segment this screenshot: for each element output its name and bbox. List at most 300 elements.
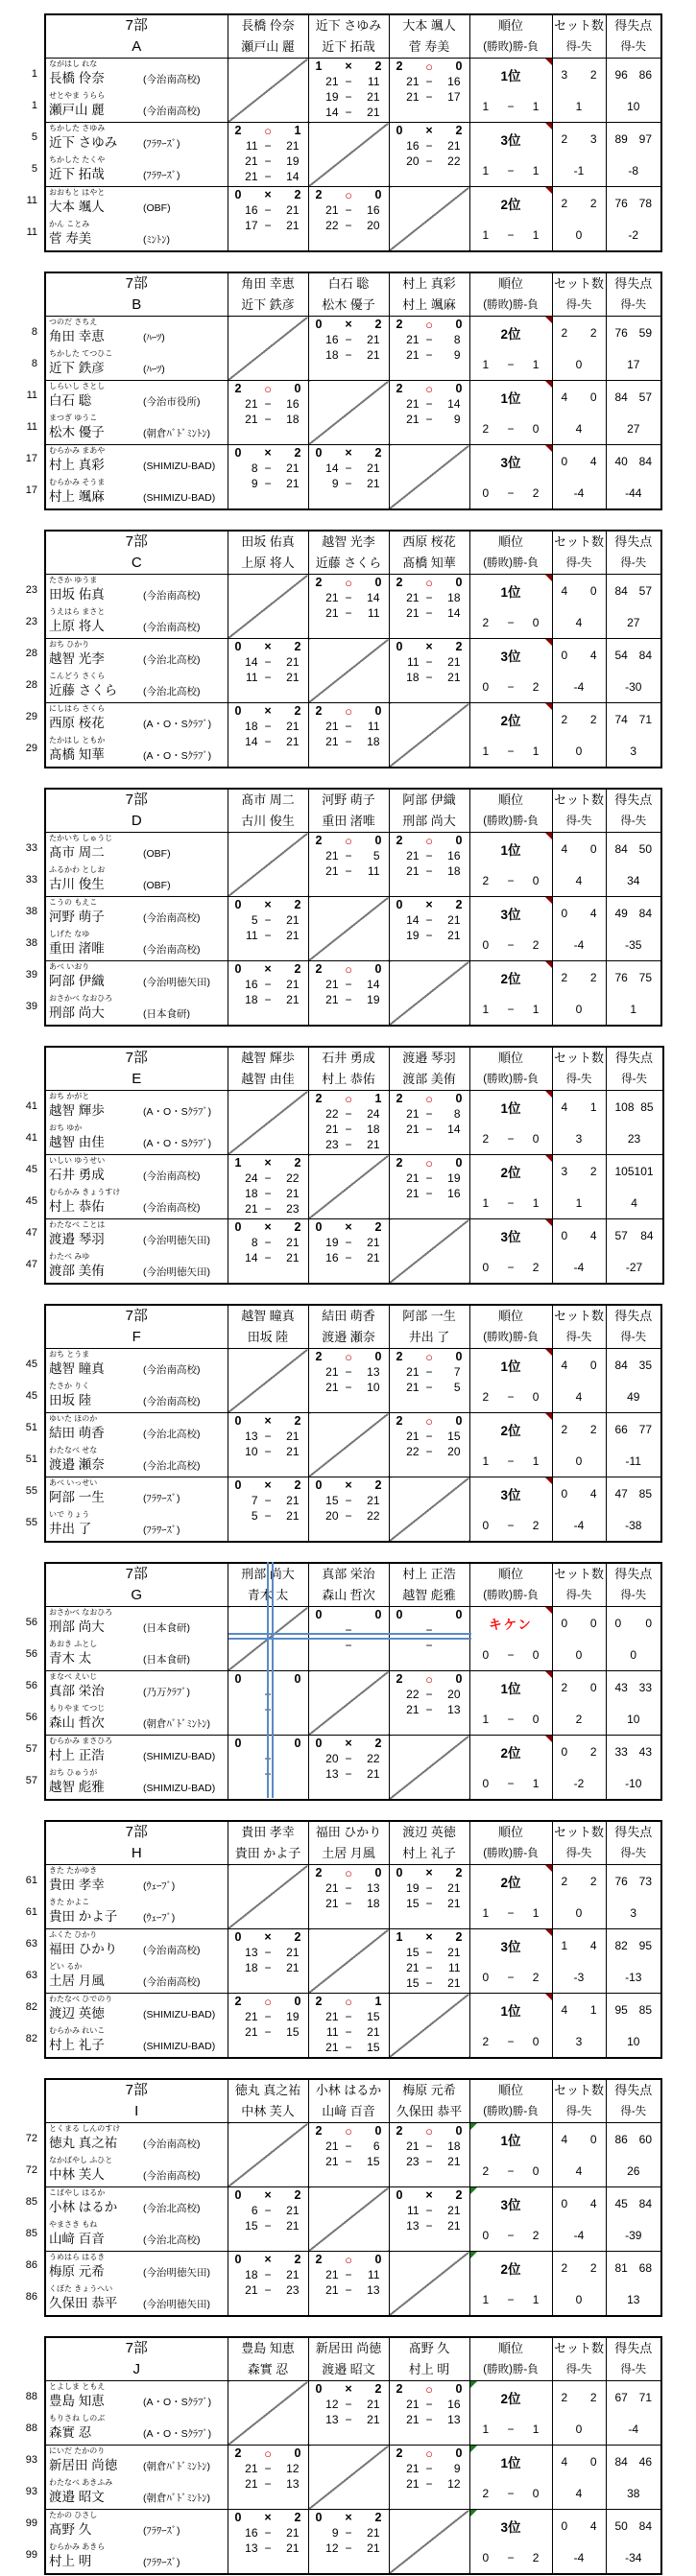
player-kana: おち かがと [49,1092,90,1100]
game-points-against: 15 [286,2025,300,2039]
game-points-for: 19 [406,1881,420,1895]
game-points-for: 14 [245,1251,258,1264]
sets-won: 2 [396,1350,403,1363]
entry-number: 82 [25,2000,37,2013]
opponent-name: 越智 光李 [322,534,375,549]
rank-label: 3位 [500,1939,521,1954]
game-points-against: 21 [447,2219,461,2233]
points-against: 95 [638,1938,652,1952]
losses: 1 [532,1453,540,1468]
opponent-name: 越智 輝歩 [241,1051,295,1065]
game-points-for: 21 [325,2268,339,2281]
game-points-for: 21 [245,2025,258,2039]
set-score [228,961,308,977]
wins: 1 [482,99,490,113]
player-name: 渡邉 琴羽 [49,1232,105,1246]
rank-cell [469,1929,552,1994]
sets-cell [552,897,606,961]
game-points-for: 14 [245,735,258,748]
sets-cell [552,639,606,703]
game-score [309,461,389,476]
winloss [470,735,552,767]
opponent-name: 村上 正浩 [402,1567,456,1581]
game-score [228,138,308,154]
score-dash: − [425,2155,433,2168]
rank-label: 1位 [500,2455,521,2470]
game-score [309,202,389,218]
wins: 2 [482,421,490,436]
sets-against: 0 [589,390,597,404]
sets-diff: -1 [573,163,585,177]
sets-for: 2 [561,131,568,146]
player-club: (今治明徳矢田) [143,977,210,988]
score-dash: − [507,99,515,113]
sets-lost: 2 [455,898,463,911]
game-points-for: 21 [406,1365,420,1379]
points-cell [606,2510,661,2575]
game-points-against: 21 [286,2268,300,2281]
corner-marker [545,575,552,581]
group-title [45,1821,228,1865]
rank-header [469,1047,552,1091]
game-score [309,1250,389,1265]
opponent-header [228,789,308,833]
score-dash: − [345,1494,352,1507]
player-kana: まなべ えいじ [49,1672,98,1681]
set-score [390,1929,469,1945]
game-points-against [278,1751,300,1766]
points-against: 84 [638,2518,652,2533]
player-name: 渡邉 昭文 [49,2490,105,2504]
game-points-for: 21 [406,2413,420,2426]
group-title [45,1563,228,1607]
entry-number: 28 [25,678,37,691]
opponent-name: 越智 瞳真 [241,1309,295,1323]
sets-for: 2 [561,2260,568,2275]
player-kana: ふくた ひかり [49,1930,98,1939]
opponent-name: 西原 桜花 [402,534,456,549]
score-dash: − [264,1430,272,1443]
points-against: 78 [638,196,652,210]
sets-cell [552,59,606,123]
score-dash: − [425,75,433,88]
win-circle-icon: ○ [345,1995,352,2009]
player-entry [46,639,228,671]
sets-lost: 0 [374,1350,382,1363]
sets-diff: -4 [573,1260,585,1274]
sets-lost: 2 [294,188,301,201]
group-table [44,530,662,768]
game-points-for: 19 [325,1236,339,1249]
opponent-name: 中林 芙人 [241,2104,295,2118]
winloss [470,348,552,380]
game-score [390,412,469,427]
opponent-name: 徳丸 真之祐 [234,2083,301,2097]
team-cell [45,1671,228,1736]
points-diff: -35 [625,937,642,952]
score-dash: − [345,993,352,1006]
sets-header-label: セット数 [553,1567,604,1581]
player-kana: おち ゆか [49,1123,83,1132]
points-header [606,1563,661,1607]
group-table [44,2078,662,2317]
points-for: 67 [614,2390,628,2404]
sets-against: 0 [589,583,597,598]
match-cell [308,2252,389,2317]
sets-against: 2 [589,196,597,210]
game-points-against: 21 [286,671,300,684]
win-circle-icon: ○ [345,962,352,977]
score-dash: − [264,1236,272,1249]
score-dash: − [264,1752,272,1765]
sets-against: 4 [589,2196,597,2210]
points-cell [606,1865,661,1929]
game-score [309,1493,389,1508]
winloss [470,1381,552,1412]
game-points-for: 21 [325,2155,339,2168]
sets-header-sub: 得-失 [565,815,592,827]
player-entry [46,929,228,960]
sets-lost: 2 [455,124,463,137]
sets-against: 4 [589,906,597,920]
win-circle-icon: ○ [425,1092,433,1106]
entry-number: 88 [25,2390,37,2402]
sets-lost: 0 [455,576,463,589]
opponent-header [308,531,389,575]
corner-marker [470,2446,477,2452]
opponent-header [228,531,308,575]
game-points-against: 21 [447,913,461,927]
lose-x-icon: × [345,59,352,73]
game-score [228,912,308,928]
points-against: 77 [638,1422,652,1436]
player-kana: もりさね しのぶ [49,2414,106,2422]
game-points-for: 22 [406,1445,420,1458]
sets-cell [552,1865,606,1929]
player-entry [46,477,228,508]
points-diff: 27 [627,421,640,436]
game-score [309,1896,389,1911]
losses: 1 [532,357,540,371]
division-label: 7部 [125,792,148,808]
game-points-against: 11 [368,720,380,733]
points-against: 33 [638,1680,652,1694]
points-header-label: 得失点 [614,1567,653,1581]
game-points-against: 20 [367,219,380,232]
game-points-for: 21 [406,2139,420,2153]
rank-label: 1位 [500,390,521,406]
opponent-name: 白石 聡 [327,276,370,291]
sets-for: 2 [561,1874,568,1888]
corner-marker [545,1736,552,1742]
player-name: 青木 太 [49,1651,92,1666]
sets-against: 4 [589,1228,597,1242]
score-dash: − [425,2413,433,2426]
rank-header [469,272,552,317]
sets-against: 2 [589,1744,597,1759]
score-dash: − [345,1236,352,1249]
points-header-label: 得失点 [615,1051,654,1065]
score-dash: − [425,2477,433,2491]
player-kana: おち ひゅうが [49,1768,98,1777]
points-against: 57 [638,583,652,598]
player-entry [46,413,228,444]
points-header-sub: 得-失 [620,815,647,827]
player-kana: どい るか [49,1962,83,1971]
set-score [390,2123,469,2139]
points-cell [606,1413,661,1477]
points-for: 49 [614,906,628,920]
self-cell [389,2252,469,2317]
entry-number: 55 [25,1484,37,1497]
wins: 2 [482,615,490,629]
sets-cell [552,1477,606,1543]
game-points-for: 21 [245,2477,258,2491]
entry-number: 39 [25,968,37,981]
points-against: 85 [638,2002,652,2017]
game-points-for: 14 [325,106,339,119]
game-score [228,1170,308,1186]
set-score [228,1413,308,1429]
points-against: 97 [638,131,652,146]
player-club: (今治南高校) [143,944,201,956]
sets-header [552,1821,606,1865]
wins: 2 [482,2034,490,2048]
score-dash: − [507,937,515,952]
points-header-label: 得失点 [614,1825,653,1839]
score-dash: − [264,993,272,1006]
player-kana: せとやま うらら [49,91,106,100]
losses: 2 [532,485,540,500]
points-against: 73 [638,1874,652,1888]
sets-lost: 2 [455,640,463,653]
winloss [470,1767,552,1799]
sets-won: 2 [396,59,403,73]
points-against: 84 [638,648,652,662]
game-points-for: 21 [325,1123,339,1136]
game-points-against: 22 [367,1509,380,1523]
score-dash: − [345,2025,352,2039]
corner-marker [545,1219,552,1226]
sets-diff: 0 [575,1002,583,1016]
points-against: 84 [640,1228,654,1242]
corner-marker [545,59,552,65]
group-title [45,14,228,59]
game-points-against: 13 [367,1881,380,1895]
game-score [228,1201,308,1217]
game-score [390,2218,469,2233]
game-points-against: 21 [367,477,380,490]
sets-diff: 0 [575,1905,583,1920]
game-points-against: 19 [367,993,380,1006]
points-diff: -44 [625,485,642,500]
game-score [390,1687,469,1702]
rank-header-sub: (勝敗)勝-負 [483,41,539,53]
player-kana: たかいち しゅうじ [49,834,113,842]
game-points-for: 18 [245,1187,258,1200]
corner-marker [470,2123,477,2130]
sets-against: 1 [589,1099,597,1114]
player-kana: くぼた きょうへい [49,2284,113,2293]
opponent-name: 髙橋 知華 [402,555,456,570]
sets-lost: 0 [455,1350,463,1363]
losses: 0 [532,1647,540,1662]
points-against: 101 [634,1164,654,1178]
game-points-against: 16 [447,849,461,863]
entry-number: 45 [25,1194,37,1207]
game-points-against: 21 [286,978,300,991]
wins: 0 [482,679,490,694]
division-label: 7部 [125,2082,148,2098]
game-points-for: 21 [325,2010,339,2023]
points-header [606,2079,661,2123]
set-score [390,1155,469,1170]
player-entry [46,317,228,348]
game-points-for: 21 [245,2283,258,2297]
entry-number: 17 [25,484,37,496]
set-score [390,575,469,590]
game-points-against: 21 [286,993,300,1006]
points-header [606,2337,661,2381]
score-dash: − [345,1509,352,1523]
opponent-name: 山﨑 百音 [322,2104,375,2118]
sets-header-label: セット数 [553,792,604,807]
opponent-name: 角田 幸恵 [241,276,295,291]
player-kana: きた たかゆき [49,1866,98,1875]
corner-marker [470,2187,477,2194]
sets-won: 0 [396,1866,403,1879]
sets-for: 0 [561,906,568,920]
rank-cell [469,1219,552,1285]
points-against: 46 [638,2454,652,2469]
score-dash: − [345,1381,352,1394]
points-against: 35 [638,1358,652,1372]
self-cell [308,2446,389,2510]
points-cell [606,575,661,639]
set-score [390,381,469,396]
player-kana: ながはし れな [49,59,98,68]
set-score [309,2123,389,2139]
points-for: 95 [614,2002,628,2017]
sets-for: 3 [561,67,568,82]
player-kana: おち とうま [49,1350,90,1359]
player-entry [46,1123,228,1154]
game-score [228,396,308,412]
sets-header-sub: 得-失 [565,2364,592,2375]
score-dash: − [345,1639,352,1652]
player-name: 福田 ひかり [49,1942,118,1956]
group-table [44,788,662,1027]
score-dash: − [507,1002,515,1016]
game-points-for: 20 [325,1752,339,1765]
self-cell [308,897,389,961]
entry-number: 11 [26,194,37,206]
game-points-against: 16 [286,397,300,411]
game-points-for: 23 [325,1138,339,1151]
game-points-against: 16 [447,75,461,88]
game-points-against: 21 [286,2204,300,2217]
entry-number: 86 [25,2290,37,2303]
score-dash: − [507,1453,515,1468]
losses: 2 [532,679,540,694]
opponent-name: 髙市 周二 [241,792,295,807]
player-club: (OBF) [143,202,171,214]
set-score [228,123,308,138]
set-score [309,59,389,74]
score-dash: − [264,1251,272,1264]
game-points-against: 19 [447,1171,461,1185]
points-header-label: 得失点 [614,792,653,807]
game-score [309,605,389,621]
set-score [228,1994,308,2009]
sets-lost: 0 [374,1608,382,1621]
player-name: 田坂 佑真 [49,587,105,602]
score-dash: − [345,2398,352,2411]
set-score [390,1671,469,1687]
set-score [390,1349,469,1364]
score-dash: − [425,2219,433,2233]
opponent-header [308,14,389,59]
player-club: (SHIMIZU-BAD) [143,2041,216,2052]
set-score [390,317,469,332]
game-score [390,928,469,943]
game-score [228,1444,308,1459]
points-header-sub: 得-失 [620,1848,647,1859]
game-score [309,1137,389,1152]
score-dash: − [425,2398,433,2411]
score-dash: − [425,1171,433,1185]
sets-won: 2 [396,576,403,589]
player-club: (今治南高校) [143,622,201,633]
game-points-against: 21 [286,1187,300,1200]
sets-for: 1 [561,1938,568,1952]
group-title [45,2337,228,2381]
game-score [390,1186,469,1201]
wins: 2 [482,1389,490,1404]
sets-against: 0 [589,1358,597,1372]
sets-lost: 2 [374,446,382,460]
game-points-against: 13 [447,2413,461,2426]
game-points-for: 14 [406,913,420,927]
match-cell [308,833,389,897]
player-name: 真部 栄治 [49,1684,105,1698]
player-name: 石井 勇成 [49,1168,105,1182]
sets-cell [552,2187,606,2252]
rank-header-sub: (勝敗)勝-負 [483,2364,539,2375]
corner-marker [470,2381,477,2388]
points-against: 43 [638,1744,652,1759]
game-points-against: 21 [367,461,380,475]
player-entry [46,1251,228,1283]
game-points-against: 18 [447,864,461,878]
sets-header [552,1047,606,1091]
points-cell [606,1477,661,1543]
entry-number: 82 [25,2032,37,2044]
sets-lost: 0 [374,962,382,976]
game-points-against: 21 [367,1236,380,1249]
winloss [470,1123,552,1154]
opponent-name: 渡邉 琴羽 [402,1051,456,1065]
sets-for: 3 [561,1164,568,1178]
match-cell [228,445,308,510]
game-points-against: 21 [286,1494,300,1507]
player-entry [46,381,228,413]
score-dash: − [345,1752,352,1765]
game-points-against: 11 [368,606,380,620]
team-cell [45,445,228,510]
winloss [470,1897,552,1928]
player-kana: ちかした さゆみ [49,124,106,132]
